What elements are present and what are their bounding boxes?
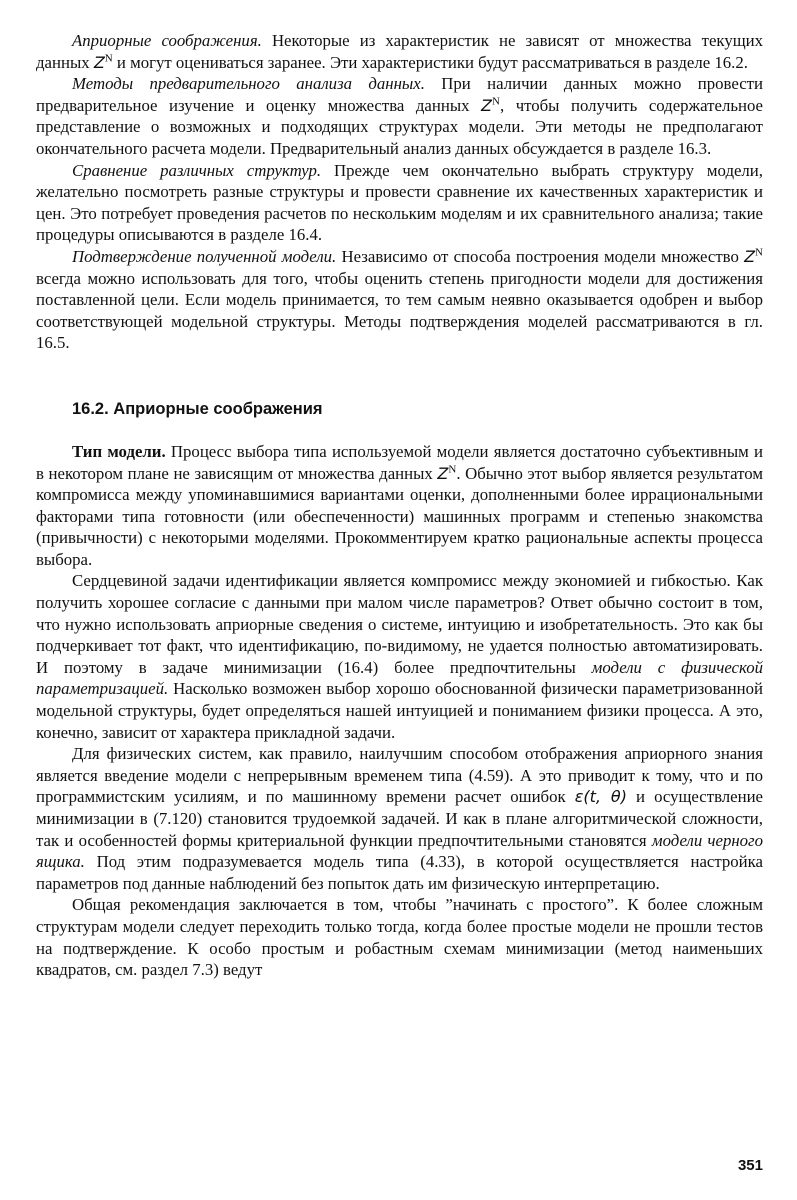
math-symbol: Z — [93, 52, 105, 72]
section-spacer — [36, 354, 763, 400]
math-superscript: N — [755, 246, 763, 259]
math-superscript: N — [492, 95, 500, 108]
paragraph-identification-core: Сердцевиной задачи идентификации является компромисс между экономией и гибкостью. Как получить хорошее согласие с данными при малом числе параметров? Ответ обычно состоит в том, что нужно использовать априорные сведения о системе, интуицию и изобретательность. Это как бы подчеркивает тот факт, что идентификацию, по-видимому, не удается полностью автоматизировать. И поэтому в задаче минимизации (16.4) более предпочтительны модели с физической параметризацией. Насколько возможен выбор хорошо обоснованной физически параметризованной модельной структуры, будет определяться нашей интуицией и пониманием физики процесса. А это, конечно, зависит от характера прикладной задачи. — [36, 571, 763, 742]
paragraph-preliminary-analysis: Методы предварительного анализа данных. При наличии данных можно провести предварительное изучение и оценку множества данных $Z^N$, чтобы получить содержательное представление о возможных и подходящих структурах модели. Эти методы не предполагают окончательного расчета модели. Предварительный анализ данных обсуждается в разделе 16.3. — [36, 74, 763, 158]
paragraph-lead: Подтверждение полученной модели. — [72, 246, 337, 266]
paragraph-structure-comparison: Сравнение различных структур. Прежде чем окончательно выбрать структуру модели, желательно посмотреть разные структуры и провести сравнение их качественных характеристик и цен. Это потребует проведения расчетов по нескольким моделям и их сравнительного анализа; такие процедуры описываются в разделе 16.4. — [36, 160, 763, 245]
section-body — [36, 441, 763, 981]
math-expression: ε(t, θ) — [574, 787, 627, 807]
paragraph-a-priori: Априорные соображения. Некоторые из характеристик не зависят от множества текущих данных $Z^N$ и могут оцениваться заранее. Эти характеристики будут рассматриваться в разделе 16.2. — [36, 31, 763, 72]
math-symbol: Z — [744, 246, 756, 266]
paragraph-model-type: Тип модели. Процесс выбора типа используемой модели является достаточно субъективным и в некотором плане не зависящим от множества данных $Z^N$. Обычно этот выбор является результатом компромисса между упоминавшимися вариантами оценки, дополненными более иррациональными факторами типа готовности (или обеспеченности) машинных программ и степенью знакомства (привычности) с некоторыми моделями. Прокомментируем кратко рациональные аспекты процесса выбора. — [36, 441, 764, 569]
emphasis-text: модели с физической параметризацией. — [36, 657, 763, 699]
paragraph-lead: Априорные соображения. — [72, 31, 262, 50]
section-heading: 16.2. Априорные соображения — [72, 399, 323, 418]
paragraph-lead: Методы предварительного анализа данных. — [72, 74, 425, 94]
paragraph-lead: Сравнение различных структур. — [72, 160, 322, 180]
paragraph-model-validation: Подтверждение полученной модели. Независимо от способа построения модели множество $Z^N$ всегда можно использовать для того, чтобы оценить степень пригодности модели для достижения поставленной цели. Если модель принимается, то тем самым неявно оказывается одобрен и выбор соответствующей модельной структуры. Методы подтверждения моделей рассматриваются в гл. 16.5. — [36, 246, 763, 353]
math-symbol: Z — [437, 463, 449, 483]
page-number: 351 — [737, 1157, 763, 1174]
paragraph-lead: Тип модели. — [72, 441, 166, 461]
math-symbol: Z — [481, 95, 493, 115]
intro-list — [36, 30, 763, 354]
math-superscript: N — [104, 52, 113, 64]
math-superscript: N — [448, 462, 457, 475]
paragraph-general-recommendation: Общая рекомендация заключается в том, чтобы ”начинать с простого”. К более сложным структурам модели следует переходить только тогда, когда более простые модели не прошли тестов на подтверждение. К особо простым и робастным схемам минимизации (метод наименьших квадратов, см. раздел 7.3) ведут — [36, 895, 763, 980]
paragraph-physical-systems: Для физических систем, как правило, наилучшим способом отображения априорного знания является введение модели с непрерывным временем типа (4.59). А это приводит к тому, что и по программистским усилиям, и по машинному времени расчет ошибок ε(t, θ) и осуществление минимизации в (7.120) становится трудоемкой задачей. И как в плане алгоритмической сложности, так и особенностей формы критериальной функции предпочтительными становятся модели черного ящика. Под этим подразумевается модель типа (4.33), в которой осуществляется настройка параметров под данные наблюдений без попыток дать им физическую интерпретацию. — [36, 744, 764, 893]
emphasis-text: модели черного ящика. — [36, 830, 763, 872]
